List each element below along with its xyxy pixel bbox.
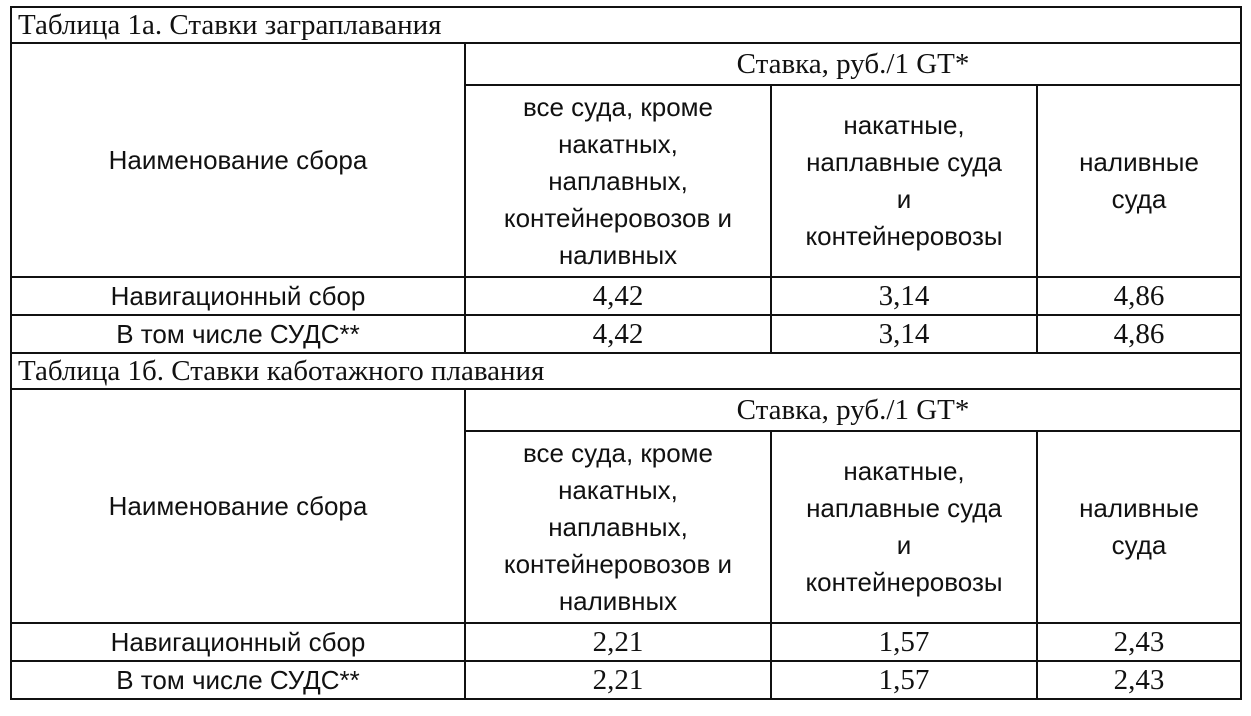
- table-1a-category-2: [771, 85, 1037, 277]
- table-1b-name-header: Наименование сбора: [11, 389, 465, 623]
- category-line: наплавные суда: [806, 493, 1002, 523]
- table-1a-title-row: [11, 7, 1241, 43]
- category-line: наплавные суда: [806, 147, 1002, 177]
- row-value: 3,14: [771, 277, 1037, 315]
- table-1b-category-2: [771, 431, 1037, 623]
- table-1a-category-1: [465, 85, 771, 277]
- category-line: наливных: [558, 585, 678, 616]
- table-row: [11, 315, 1241, 353]
- category-line: накатных,: [558, 474, 678, 505]
- table-1b-rate-header: Ставка, руб./1 GT*: [465, 389, 1241, 431]
- table-1a-category-3: [1037, 85, 1241, 277]
- category-line: наливных: [558, 239, 678, 270]
- category-line: наливные: [1079, 147, 1199, 177]
- table-1b-category-3: [1037, 431, 1241, 623]
- table-1a-rate-header: Ставка, руб./1 GT*: [465, 43, 1241, 85]
- category-line: наливные: [1079, 493, 1199, 523]
- category-line: и: [896, 184, 912, 214]
- table-1b-header-row: [11, 389, 1241, 431]
- row-value: 3,14: [771, 315, 1037, 353]
- row-name: Навигационный сбор: [11, 623, 465, 661]
- category-line: контейнеровозов и: [503, 548, 733, 579]
- row-value: 1,57: [771, 623, 1037, 661]
- category-line: все суда, кроме: [522, 91, 714, 122]
- category-line: контейнеровозы: [805, 221, 1003, 251]
- table-row: [11, 623, 1241, 661]
- table-1a-header-row: [11, 43, 1241, 85]
- row-name: Навигационный сбор: [11, 277, 465, 315]
- row-value: 2,21: [465, 623, 771, 661]
- table-row: [11, 277, 1241, 315]
- table-row: [11, 661, 1241, 699]
- category-line: накатных,: [558, 128, 678, 159]
- row-name: В том числе СУДС**: [11, 661, 465, 699]
- table-1b-title-row: [11, 353, 1241, 389]
- row-value: 4,86: [1037, 315, 1241, 353]
- category-line: все суда, кроме: [522, 437, 714, 468]
- row-value: 4,42: [465, 277, 771, 315]
- row-value: 4,86: [1037, 277, 1241, 315]
- category-line: суда: [1111, 184, 1167, 214]
- category-line: контейнеровозов и: [503, 202, 733, 233]
- category-line: наплавных,: [548, 165, 688, 196]
- document-page: [10, 6, 1240, 710]
- table-1b-category-1: [465, 431, 771, 623]
- category-line: и: [896, 530, 912, 560]
- category-line: наплавных,: [548, 511, 688, 542]
- row-value: 4,42: [465, 315, 771, 353]
- row-value: 2,21: [465, 661, 771, 699]
- category-line: накатные,: [843, 110, 965, 140]
- rates-table: [10, 6, 1242, 700]
- row-value: 1,57: [771, 661, 1037, 699]
- row-value: 2,43: [1037, 623, 1241, 661]
- row-name: В том числе СУДС**: [11, 315, 465, 353]
- table-1b-title: Таблица 1б. Ставки каботажного плавания: [11, 353, 1241, 389]
- row-value: 2,43: [1037, 661, 1241, 699]
- category-line: накатные,: [843, 456, 965, 486]
- table-1a-name-header: Наименование сбора: [11, 43, 465, 277]
- table-1a-title: Таблица 1а. Ставки заграплавания: [11, 7, 1241, 43]
- category-line: суда: [1111, 530, 1167, 560]
- category-line: контейнеровозы: [805, 567, 1003, 597]
